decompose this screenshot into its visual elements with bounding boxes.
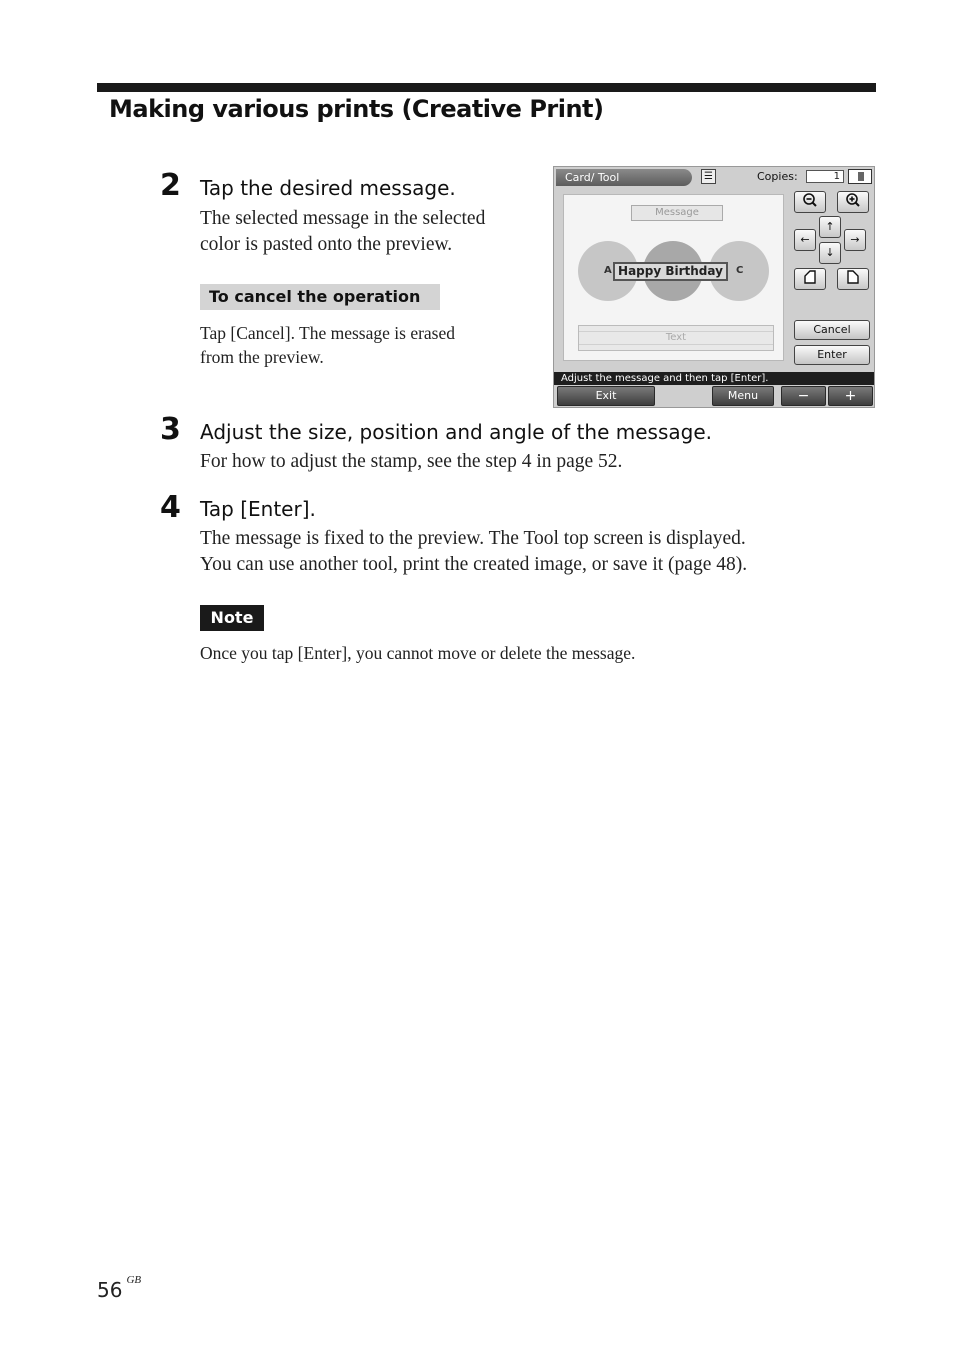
text-placeholder: Text (578, 325, 774, 351)
page-number-value: 56 (97, 1278, 123, 1302)
cancel-operation-text (200, 321, 455, 369)
page-number (97, 1274, 142, 1302)
message-placeholder: Message (631, 205, 723, 221)
rotate-right-icon[interactable] (837, 268, 869, 290)
minus-button[interactable]: − (781, 386, 826, 406)
step-number-2: 2 (160, 168, 181, 203)
menu-button[interactable]: Menu (712, 386, 774, 406)
copies-field[interactable]: 1 (806, 170, 844, 183)
zoom-in-icon[interactable] (837, 191, 869, 213)
message-icon[interactable]: ☰ (701, 169, 716, 184)
step-2-body-line: color is pasted onto the preview. (200, 234, 453, 255)
card-tool-tab[interactable]: Card/ Tool (556, 169, 692, 186)
move-right-button[interactable]: → (844, 229, 866, 251)
cancel-button[interactable]: Cancel (794, 320, 870, 340)
step-3-body: For how to adjust the stamp, see the step 4 in page 52. (200, 451, 623, 472)
move-left-button[interactable]: ← (794, 229, 816, 251)
enter-button[interactable]: Enter (794, 345, 870, 365)
cancel-operation-heading: To cancel the operation (200, 284, 440, 310)
copies-label: Copies: (757, 170, 798, 183)
print-preview[interactable] (563, 194, 784, 361)
copies-toggle[interactable] (848, 169, 872, 184)
step-2-body-line: The selected message in the selected (200, 208, 486, 229)
step-2-body (200, 206, 485, 258)
zoom-out-icon[interactable] (794, 191, 826, 213)
move-up-button[interactable]: ↑ (819, 216, 841, 238)
message-stamp[interactable]: Happy Birthday (613, 262, 728, 281)
step-3-heading: Adjust the size, position and angle of the message. (200, 420, 713, 444)
cancel-text-line: Tap [Cancel]. The message is erased (200, 323, 456, 343)
step-2-heading: Tap the desired message. (200, 176, 456, 200)
note-text: Once you tap [Enter], you cannot move or delete the message. (200, 643, 636, 663)
plus-button[interactable]: + (828, 386, 873, 406)
step-4-body-line: You can use another tool, print the created image, or save it (page 48). (200, 554, 748, 575)
step-4-heading: Tap [Enter]. (200, 497, 316, 521)
cancel-text-line: from the preview. (200, 347, 324, 367)
step-number-3: 3 (160, 412, 181, 447)
step-4-body-line: The message is fixed to the preview. The Tool top screen is displayed. (200, 528, 746, 549)
step-number-4: 4 (160, 490, 181, 525)
exit-button[interactable]: Exit (557, 386, 655, 406)
step-4-body (200, 526, 747, 578)
region-code: GB (126, 1274, 142, 1286)
page-title: Making various prints (Creative Print) (109, 95, 604, 123)
section-rule (97, 83, 876, 92)
device-screen (553, 166, 875, 408)
label-a: A (604, 265, 612, 276)
status-message: Adjust the message and then tap [Enter]. (554, 372, 875, 385)
move-down-button[interactable]: ↓ (819, 242, 841, 264)
rotate-left-icon[interactable] (794, 268, 826, 290)
label-c: C (736, 265, 744, 276)
note-label: Note (200, 605, 264, 631)
